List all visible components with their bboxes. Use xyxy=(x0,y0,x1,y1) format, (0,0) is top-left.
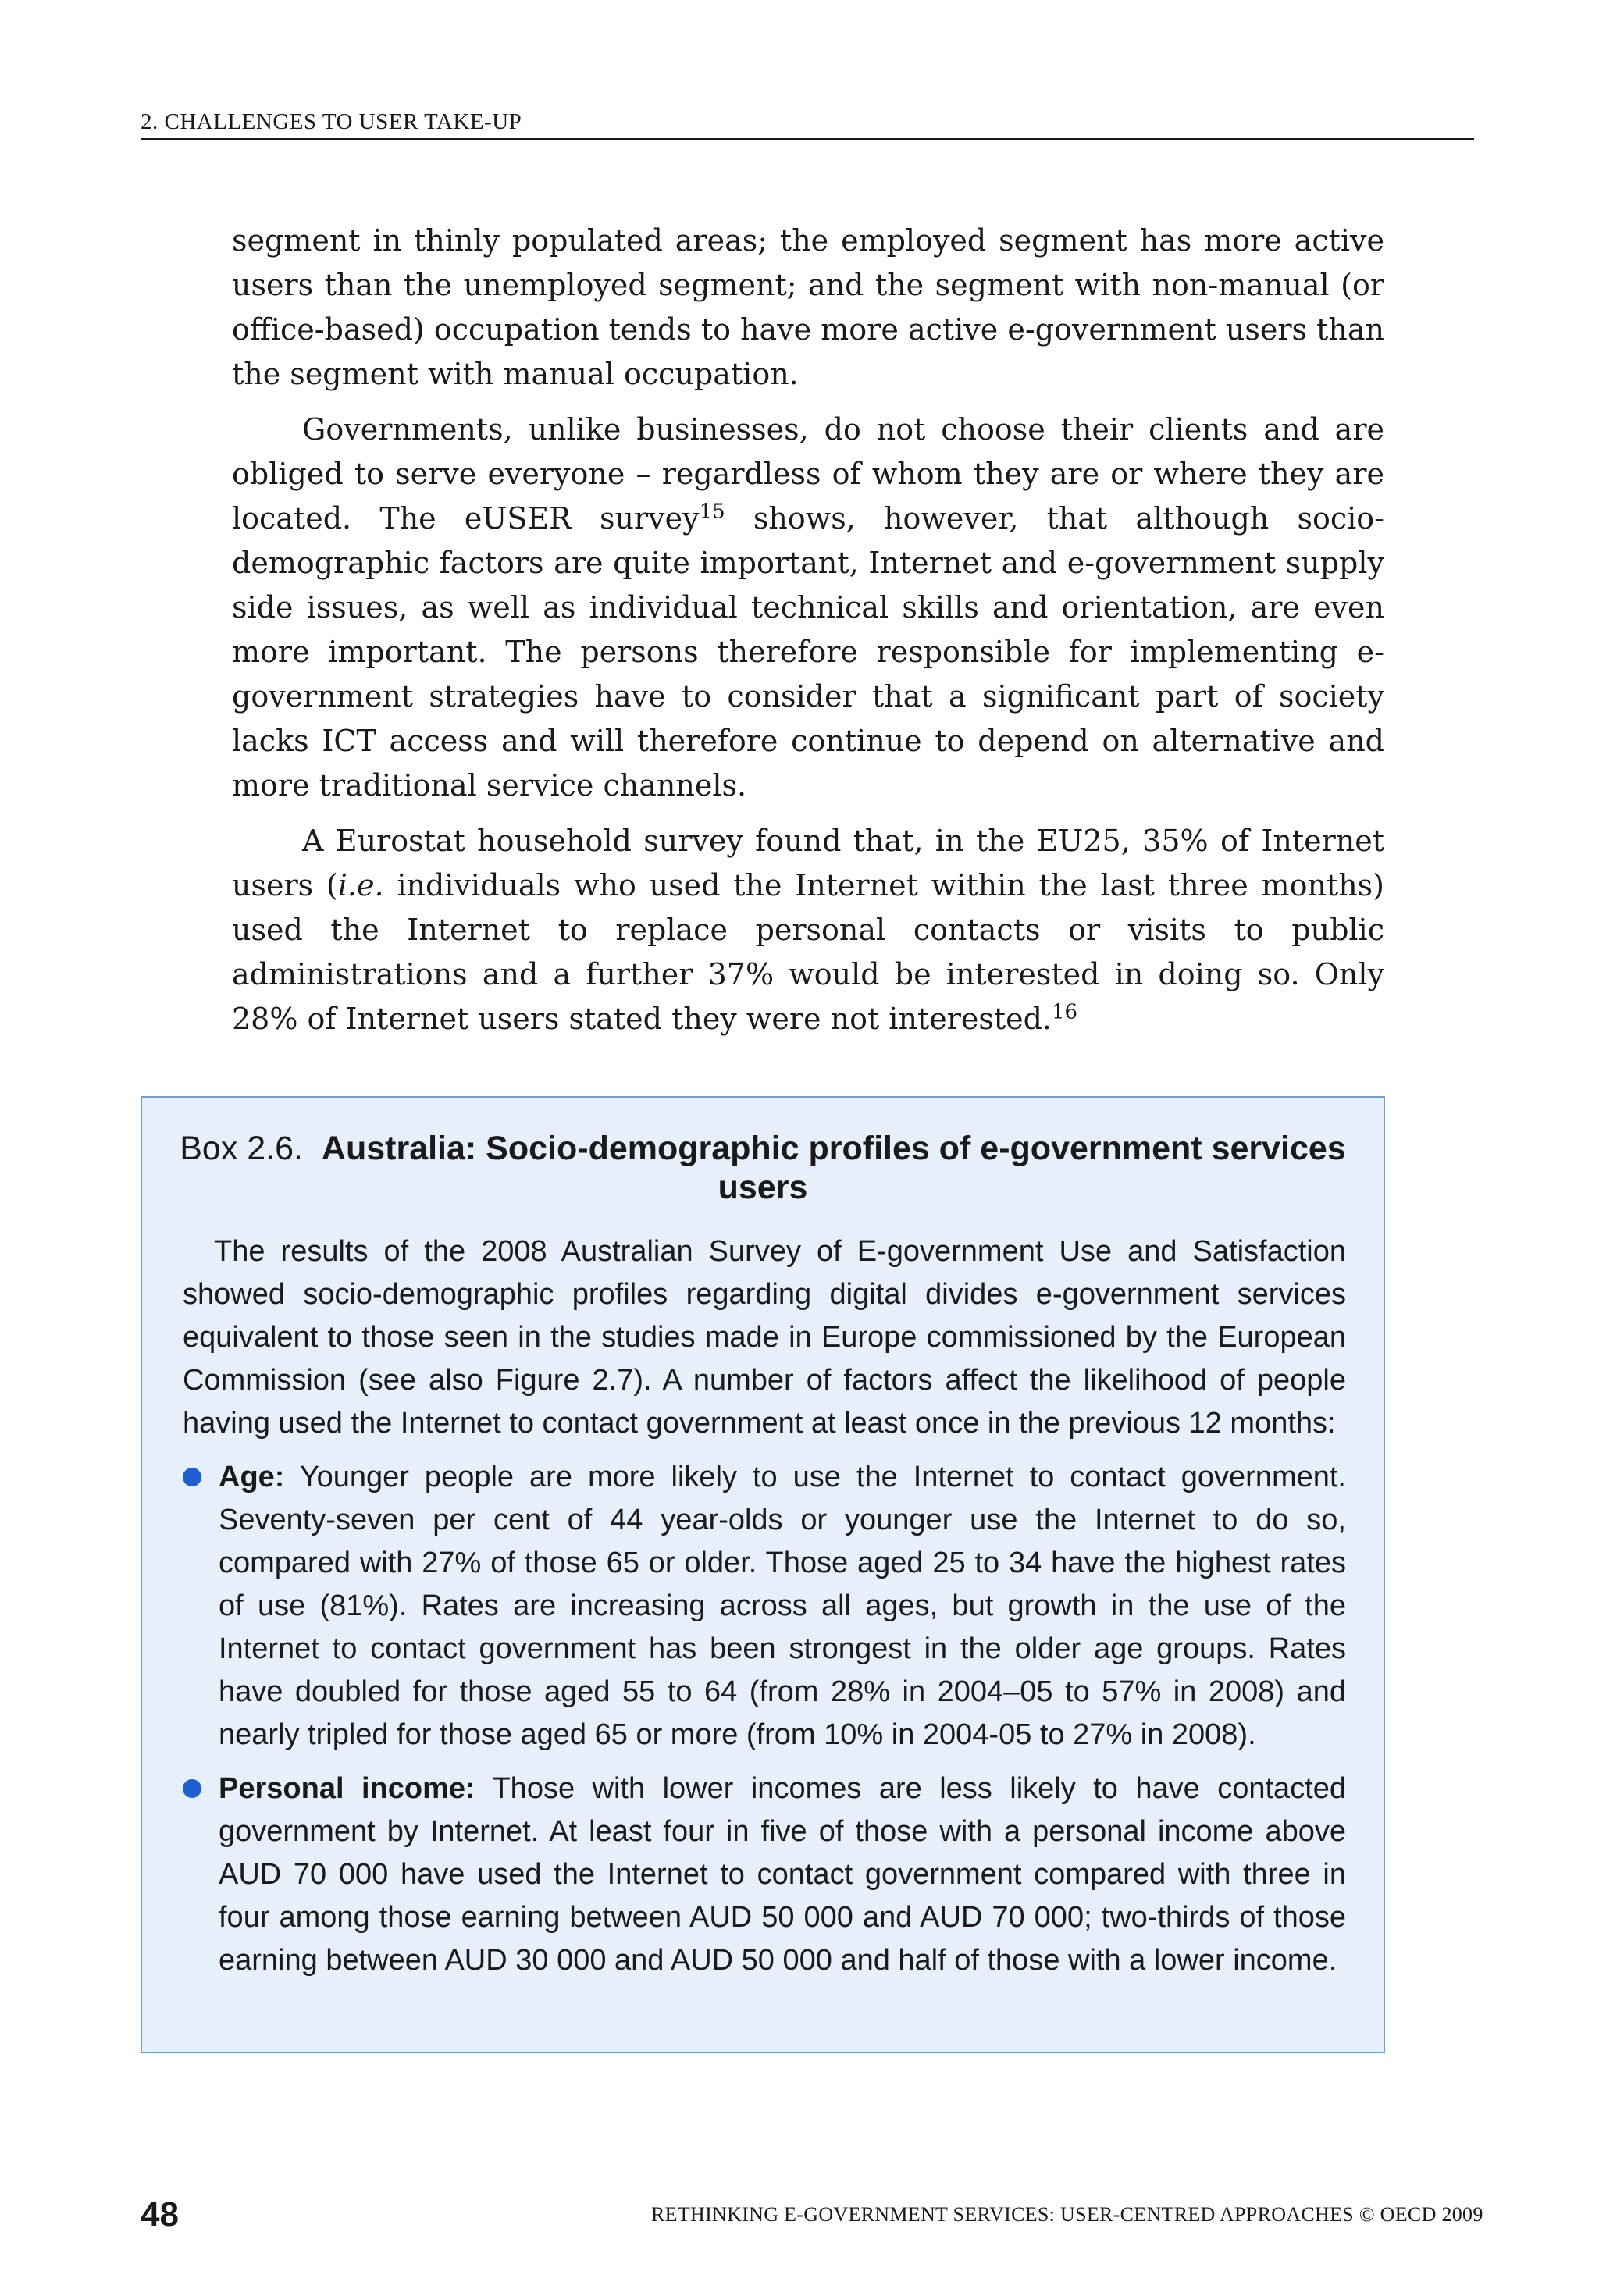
running-head: 2. CHALLENGES TO USER TAKE-UP xyxy=(141,109,1474,140)
box-body xyxy=(183,1230,1346,1982)
paragraph-3-text-a: A Eurostat household survey found that, in the EU25, 35% of Internet users ( xyxy=(232,824,1384,902)
box-intro: The results of the 2008 Australian Survey of E-government Use and Satisfaction showed socio-demographic profiles regarding digital divides e-government services equivalent to those seen in the studies made in Europe commissioned by the European Commission (see also Figure 2.7). A number of factors affect the likelihood of people having used the Internet to contact government at least once in the previous 12 months: xyxy=(183,1235,1346,1440)
footnote-ref-16[interactable]: 16 xyxy=(1052,1000,1078,1024)
paragraph-3 xyxy=(232,819,1384,1041)
box-title xyxy=(142,1129,1384,1207)
bullet-age-label: Age: xyxy=(219,1461,285,1493)
bullet-dot-icon xyxy=(183,1779,201,1798)
main-text xyxy=(232,219,1384,1052)
box-2-6 xyxy=(141,1096,1385,2053)
paragraph-3-text-b: individuals who used the Internet within the last three months) used the Internet to replace personal contacts or visits to public administrations and a further 37% would be interested in doing so. Only 28% of Internet users stated they were not interested. xyxy=(232,868,1384,1036)
bullet-age xyxy=(183,1456,1346,1757)
bullet-income xyxy=(183,1767,1346,1982)
box-heading: Australia: Socio-demographic profiles of e-government services users xyxy=(321,1130,1346,1206)
paragraph-2-text-a: Governments, unlike businesses, do not choose their clients and are obliged to serve everyone – regardless of whom they are or where they are located. The eUSER survey xyxy=(232,412,1384,536)
bullet-income-text: Those with lower incomes are less likely to have contacted government by Internet. At least four in five of those with a personal income above AUD 70 000 have used the Internet to contact government compared with three in four among those earning between AUD 50 000 and AUD 70 000; two-thirds of those earning between AUD 30 000 and AUD 50 000 and half of those with a lower income. xyxy=(219,1772,1346,1977)
paragraph-3-ie: i.e. xyxy=(337,868,384,902)
footnote-ref-15[interactable]: 15 xyxy=(699,500,725,524)
paragraph-2 xyxy=(232,408,1384,808)
paragraph-2-text-b: shows, however, that although socio-demographic factors are quite important, Internet and e-government supply side issues, as well as individual technical skills and orientation, are even more important. The persons therefore responsible for implementing e-government strategies have to consider that a significant part of society lacks ICT access and will therefore continue to depend on alternative and more traditional service channels. xyxy=(232,501,1385,803)
page-number: 48 xyxy=(141,2195,179,2234)
bullet-age-text: Younger people are more likely to use the Internet to contact government. Seventy-seven per cent of 44 year-olds or younger use the Internet to do so, compared with 27% of those 65 or older. Those aged 25 to 34 have the highest rates of use (81%). Rates are increasing across all ages, but growth in the use of the Internet to contact government has been strongest in the older age groups. Rates have doubled for those aged 55 to 64 (from 28% in 2004–05 to 57% in 2008) and nearly tripled for those aged 65 or more (from 10% in 2004-05 to 27% in 2008). xyxy=(219,1461,1346,1751)
box-number: Box 2.6. xyxy=(180,1130,303,1167)
bullet-income-label: Personal income: xyxy=(219,1772,475,1805)
paragraph-1: segment in thinly populated areas; the employed segment has more active users than the unemployed segment; and the segment with non-manual (or office-based) occupation tends to have more active e-government users than the segment with manual occupation. xyxy=(232,223,1384,391)
bullet-dot-icon xyxy=(183,1468,201,1486)
publication-footer: RETHINKING E-GOVERNMENT SERVICES: USER-CENTRED APPROACHES © OECD 2009 xyxy=(651,2203,1483,2226)
